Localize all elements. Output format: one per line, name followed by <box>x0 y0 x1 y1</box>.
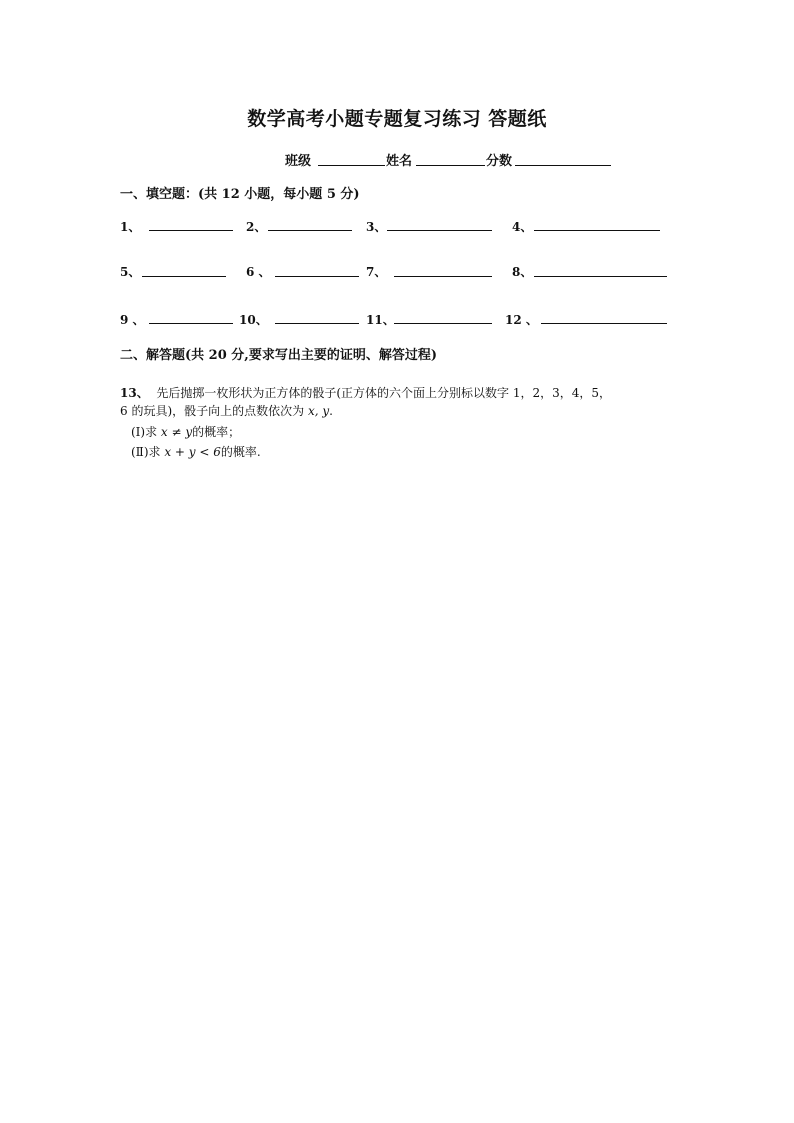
blank-label-9: 9 、 <box>120 313 145 327</box>
class-label: 班级 <box>285 154 312 169</box>
section2-heading: 二、解答题(共 20 分,要求写出主要的证明、解答过程) <box>120 348 437 363</box>
question-13-text-line1 <box>120 384 611 401</box>
blank-label-11: 11、 <box>366 313 395 327</box>
answer-blank-3[interactable] <box>387 230 492 231</box>
blank-label-10: 10、 <box>239 313 268 327</box>
sub-question-1 <box>131 423 240 440</box>
answer-blank-9[interactable] <box>149 323 233 324</box>
blank-label-8: 8、 <box>512 265 533 279</box>
question-13-variables: x, y <box>307 404 330 418</box>
answer-blank-2[interactable] <box>268 230 352 231</box>
sub-question-2-prefix: (Ⅱ)求 <box>131 445 165 459</box>
blank-label-1: 1、 <box>120 220 141 234</box>
blank-label-3: 3、 <box>366 220 387 234</box>
blank-label-7: 7、 <box>366 265 387 279</box>
answer-blank-6[interactable] <box>275 276 359 277</box>
score-label: 分数 <box>486 154 513 169</box>
blank-label-4: 4、 <box>512 220 533 234</box>
blank-label-12: 12 、 <box>505 313 538 327</box>
question-13-line2-text: 6 的玩具)，骰子向上的点数依次为 <box>120 404 308 418</box>
score-field[interactable] <box>515 165 611 166</box>
sub-question-1-prefix: (Ⅰ)求 <box>131 425 161 439</box>
question-13-text-line2 <box>120 402 333 419</box>
section1-heading: 一、填空题：(共 12 小题，每小题 5 分) <box>120 187 360 202</box>
sub-question-2-suffix: 的概率. <box>220 445 261 459</box>
question-13-period: . <box>329 404 333 418</box>
answer-blank-4[interactable] <box>534 230 660 231</box>
answer-blank-11[interactable] <box>394 323 492 324</box>
answer-blank-10[interactable] <box>275 323 359 324</box>
question-13-line1: 先后抛掷一枚形状为正方体的骰子(正方体的六个面上分别标以数字 1，2，3，4，5， <box>156 386 612 400</box>
blank-label-2: 2、 <box>246 220 267 234</box>
page-title: 数学高考小题专题复习练习 答题纸 <box>247 108 547 130</box>
sub-question-1-suffix: 的概率； <box>192 425 241 439</box>
answer-blank-7[interactable] <box>394 276 492 277</box>
answer-blank-8[interactable] <box>534 276 667 277</box>
sub-question-1-formula: x ≠ y <box>160 425 193 439</box>
answer-blank-5[interactable] <box>142 276 226 277</box>
blank-label-5: 5、 <box>120 265 141 279</box>
answer-blank-12[interactable] <box>541 323 667 324</box>
answer-blank-1[interactable] <box>149 230 233 231</box>
sub-question-2 <box>131 443 261 460</box>
class-field[interactable] <box>318 165 385 166</box>
name-label: 姓名 <box>386 154 413 169</box>
name-field[interactable] <box>416 165 485 166</box>
blank-label-6: 6 、 <box>246 265 271 279</box>
question-13-number: 13、 <box>120 386 149 400</box>
sub-question-2-formula: x + y < 6 <box>164 445 221 459</box>
